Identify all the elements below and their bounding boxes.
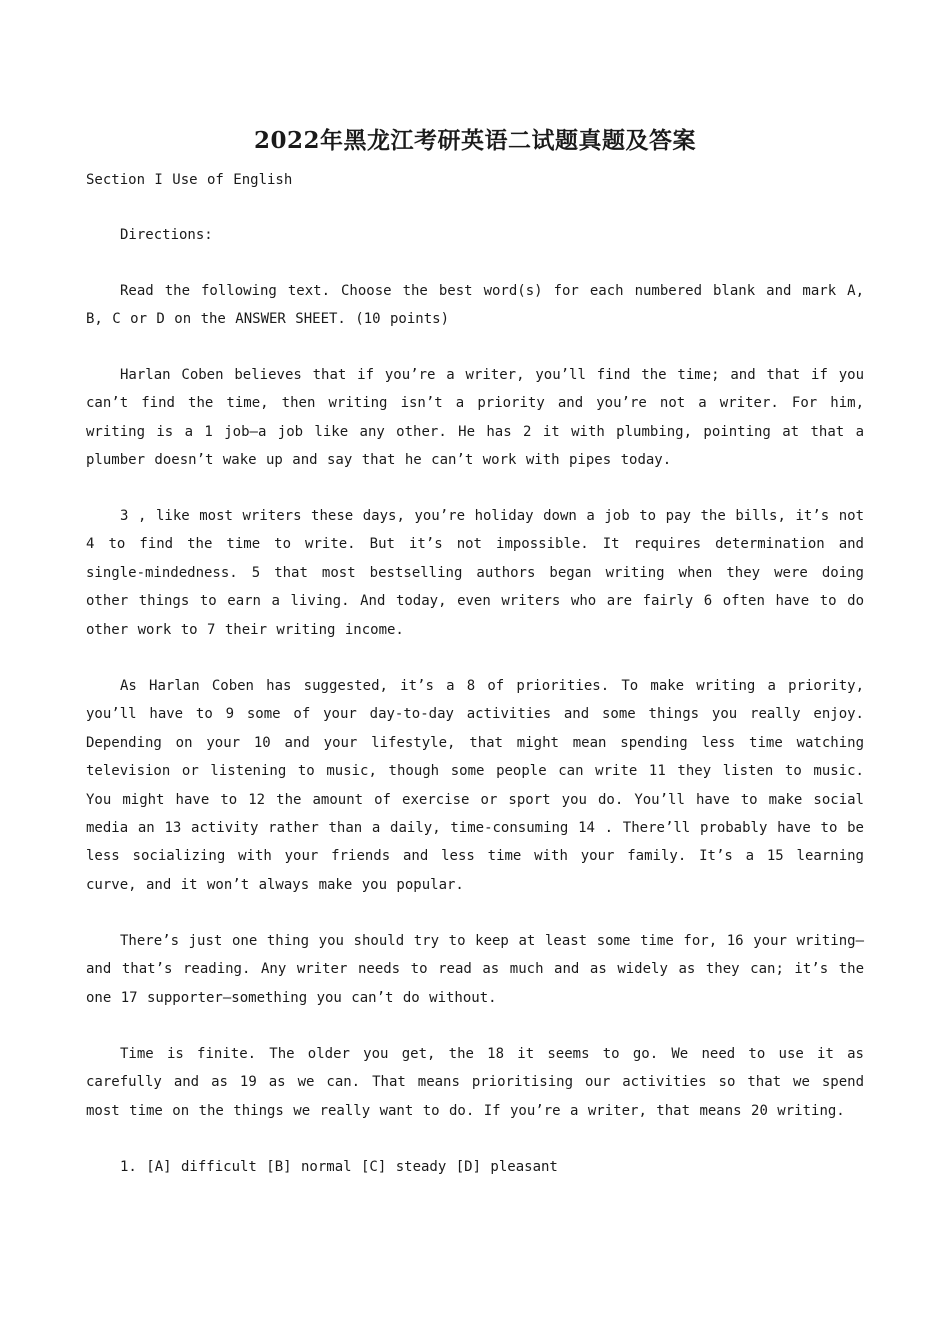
passage-paragraph: As Harlan Coben has suggested, it’s a 8 of priorities. To make writing a priority, you’ll have to 9 some of your day-to-day activities and some things you really enjoy. Depending on your 10 and your lifestyle, that might mean spending less time watching television or listening to music, though some people can write 11 they listen to music. You might have to 12 the amount of exercise or sport you do. You’ll have to make social media an 13 activity rather than a daily, time-consuming 14 . There’ll probably have to be less socializing with your friends and less time with your family. It’s a 15 learning curve, and it won’t always make you popular. [86, 678, 864, 893]
directions-label: Directions: [120, 227, 213, 243]
passage-paragraph: Harlan Coben believes that if you’re a writer, you’ll find the time; and that if you can’t find the time, then writing isn’t a priority and you’re not a writer. For him, writing is a 1 job–a job like any other. He has 2 it with plumbing, pointing at that a plumber doesn’t wake up and say that he can’t work with pipes today. [86, 367, 864, 469]
document-title: 2022年黑龙江考研英语二试题真题及答案 [253, 127, 696, 154]
section-heading: Section I Use of English [86, 172, 293, 188]
passage-paragraph: There’s just one thing you should try to keep at least some time for, 16 your writing–and that’s reading. Any writer needs to read as much and as widely as they can; it’s the one 17 supporter–something you can’t do without. [86, 933, 864, 1006]
directions-text: Read the following text. Choose the best word(s) for each numbered blank and mark A, B, C or D on the ANSWER SHEET. (10 points) [86, 283, 864, 328]
passage-paragraph: Time is finite. The older you get, the 18 it seems to go. We need to use it as carefully and as 19 as we can. That means prioritising our activities so that we spend most time on the things we really want to do. If you’re a writer, that means 20 writing. [86, 1046, 864, 1119]
passage-paragraph: 3 , like most writers these days, you’re holiday down a job to pay the bills, it’s not 4 to find the time to write. But it’s not impossible. It requires determination and single-mindedness. 5 that most bestselling authors began writing when they were doing other things to earn a living. And today, even writers who are fairly 6 often have to do other work to 7 their writing income. [86, 508, 864, 638]
question-item: 1. [A] difficult [B] normal [C] steady [D] pleasant [120, 1159, 558, 1175]
